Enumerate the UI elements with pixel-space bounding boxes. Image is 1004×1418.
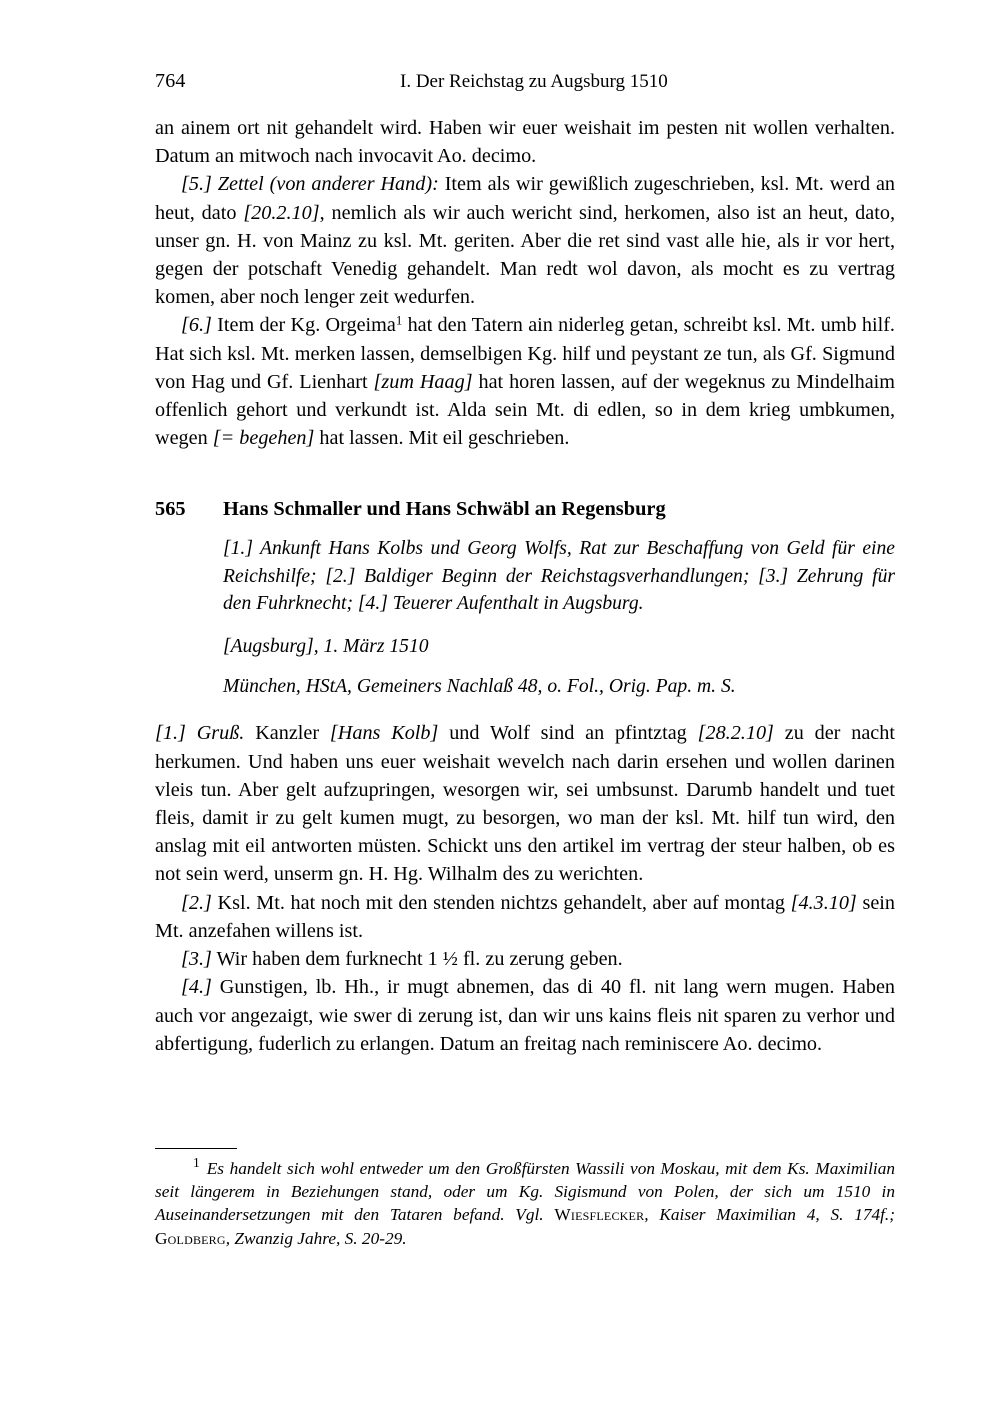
italic-run: [4.] — [181, 976, 212, 999]
small-caps-citation-name: Wiesflecker — [554, 1205, 645, 1225]
continuation-paragraph — [155, 114, 895, 170]
document-source-reference: München, HStA, Gemeiners Nachlaß 48, o. Fol., Orig. Pap. m. S. — [223, 676, 736, 698]
italic-run: [6.] — [181, 314, 212, 337]
paragraph-2 — [155, 889, 895, 945]
small-caps-citation-name: Goldberg — [155, 1228, 226, 1248]
text-run: Wir haben dem furknecht 1 ½ fl. zu zerung geben. — [211, 948, 623, 971]
paragraph-1 — [155, 719, 895, 888]
document-heading-565 — [155, 496, 895, 522]
text-run: Item als wir gewißlich zugeschrieben, ksl. Mt. werd an heut, dato — [155, 173, 896, 224]
document-dateline: [Augsburg], 1. März 1510 — [223, 635, 429, 657]
text-run: Gunstigen, lb. Hh., ir mugt abnemen, das di 40 fl. nit lang wern mugen. Haben auch vor angezaigt, wie swer di zerung ist, dan wir uns kains fleis nit sparen zu verhor und abfertigung, fuderlich zu erlangen. Datum an freitag nach reminiscere Ao. decimo. — [155, 976, 895, 1055]
document-565-body — [155, 719, 895, 1057]
paragraph-3 — [155, 945, 895, 973]
text-run: Item der Kg. Orgeima — [211, 314, 396, 337]
footnote-body — [155, 1159, 895, 1248]
text-run: zu der nacht herkumen. Und haben uns euer weishait wevelch nach darin ersehen und wollen darinen vleis tun. Aber gelt aufzupringen, wesorgen wir, sei umbsunst. Darumb handelt und tuet fleis, damit ir zu gelt kumen mugt, zu besorgen, wo man der ksl. Mt. hilf tun wird, den anslag mit eil antworten müsten. Schickt uns den artikel im vertrag der steur halben, ob es not sein werd, unserm gn. H. Hg. Wilhalm des zu werichten. — [155, 722, 895, 886]
text-run: hat horen lassen, auf der wegeknus zu Mindelhaim offenlich gehort und verkundt ist. Alda sein Mt. di edlen, so in dem krieg umbkumen, wegen — [155, 370, 895, 450]
italic-run: [zum Haag] — [373, 370, 473, 393]
paragraph-5 — [155, 170, 895, 311]
continued-document-body — [155, 114, 895, 452]
italic-run: [3.] — [181, 948, 212, 971]
footnote-1 — [155, 1157, 895, 1250]
footnote-marker: 1 — [193, 1155, 200, 1171]
text-run: an ainem ort nit gehandelt wird. Haben wir euer weishait im pesten nit wollen verhalten. Datum an mitwoch nach invocavit Ao. decimo. — [155, 117, 895, 168]
text-run: und Wolf sind an pfintztag — [438, 722, 698, 745]
continuation-paragraphs — [155, 114, 895, 452]
footnote-separator-rule — [155, 1148, 237, 1149]
document-summary: [1.] Ankunft Hans Kolbs und Georg Wolfs, Rat zur Beschaffung von Geld für eine Reichshilfe; [2.] Baldiger Beginn der Reichstagsverhandlungen; [3.] Zehrung für den Fuhrknecht; [4.] Teuerer Aufenthalt in Augsburg. — [223, 538, 895, 615]
italic-run: [20.2.10] — [243, 201, 320, 224]
footnote-reference-marker[interactable]: 1 — [395, 312, 403, 328]
running-head — [155, 70, 895, 114]
running-head-title: I. Der Reichstag zu Augsburg 1510 — [400, 71, 668, 92]
document-565-paragraphs — [155, 719, 895, 1057]
italic-run: [1.] Gruß. — [155, 722, 245, 745]
italic-run: [= begehen] — [212, 427, 315, 450]
document-number: 565 — [155, 498, 186, 521]
text-run: Kanzler — [244, 722, 330, 745]
italic-run: [28.2.10] — [697, 722, 774, 745]
document-title: Hans Schmaller und Hans Schwäbl an Regensburg — [223, 498, 666, 521]
page-folio-number: 764 — [155, 70, 186, 92]
italic-run: [5.] Zettel (von anderer Hand): — [181, 173, 439, 196]
paragraph-4 — [155, 973, 895, 1058]
italic-run: Es handelt sich wohl entweder um den Großfürsten Wassili von Moskau, mit dem Ks. Maximilian seit längerem in Beziehungen stand, oder um Kg. Sigismund von Polen, der sich um 1510 in Auseinandersetzungen mit den Tataren befand. Vgl. — [155, 1159, 895, 1225]
text-run: Ksl. Mt. hat noch mit den stenden nichtzs gehandelt, aber auf montag — [211, 891, 791, 914]
italic-run: [2.] — [181, 891, 212, 914]
text-column — [155, 70, 895, 1058]
footnote-area — [155, 1148, 895, 1250]
text-run: sein Mt. anzefahen willens ist. — [155, 891, 895, 942]
italic-run: , Kaiser Maximilian 4, S. 174f.; — [644, 1205, 896, 1225]
text-run: , nemlich als wir auch wericht sind, herkomen, also ist an heut, dato, unser gn. H. von Mainz zu ksl. Mt. geriten. Aber die ret sind vast alle hie, als ir vor hert, gegen der potschaft Venedig gehandelt. Man redt wol davon, als mocht es zu vertrag komen, aber noch lenger zeit wedurfen. — [155, 201, 895, 309]
text-run: hat lassen. Mit eil geschrieben. — [314, 427, 570, 450]
italic-run: , Zwanzig Jahre, S. 20-29. — [225, 1228, 407, 1248]
text-run: hat den Tatern ain niderleg getan, schreibt ksl. Mt. umb hilf. Hat sich ksl. Mt. merken lassen, demselbigen Kg. hilf und peystant ze tun, als Gf. Sigmund von Hag und Gf. Lienhart — [155, 314, 895, 393]
paragraph-6 — [155, 311, 895, 452]
italic-run: [4.3.10] — [790, 891, 857, 914]
italic-run: [Hans Kolb] — [329, 722, 439, 745]
